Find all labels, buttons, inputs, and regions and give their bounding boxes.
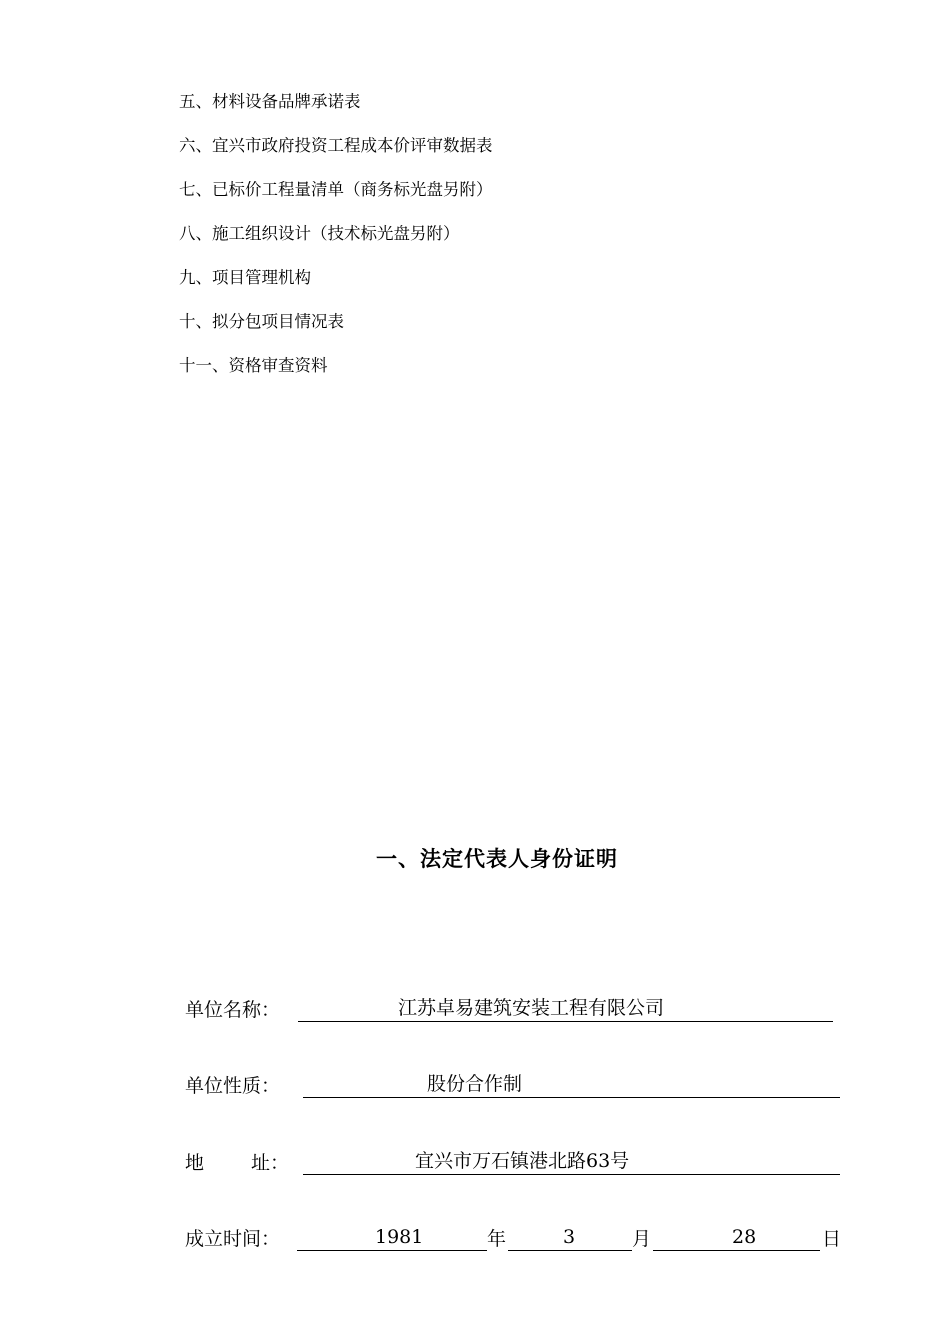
address-value: 宜兴市万石镇港北路63号	[415, 1150, 630, 1172]
toc-item: 九、项目管理机构	[179, 268, 311, 287]
founded-year-value: 1981	[375, 1226, 424, 1248]
toc-item: 五、材料设备品牌承诺表	[179, 92, 361, 111]
year-unit: 年	[487, 1228, 507, 1250]
address-label-second: 址：	[251, 1152, 290, 1174]
toc-item: 八、施工组织设计（技术标光盘另附）	[179, 224, 460, 243]
founded-day-value: 28	[732, 1226, 757, 1248]
toc-item: 六、宜兴市政府投资工程成本价评审数据表	[179, 136, 493, 155]
founded-month-value: 3	[563, 1226, 576, 1248]
founded-day-line	[653, 1224, 820, 1251]
unit-nature-value: 股份合作制	[427, 1073, 523, 1095]
toc-item: 十一、资格审查资料	[179, 356, 328, 375]
toc-item: 七、已标价工程量清单（商务标光盘另附）	[179, 180, 493, 199]
founded-label: 成立时间：	[185, 1228, 281, 1250]
unit-name-line	[298, 995, 833, 1022]
founded-year-line	[297, 1224, 487, 1251]
month-unit: 月	[632, 1228, 652, 1250]
toc-item: 十、拟分包项目情况表	[179, 312, 344, 331]
founded-month-line	[508, 1224, 632, 1251]
address-label-first: 地	[185, 1152, 205, 1174]
day-unit: 日	[822, 1228, 842, 1250]
unit-nature-label: 单位性质：	[185, 1075, 281, 1097]
unit-name-label: 单位名称：	[185, 999, 281, 1021]
table-of-contents	[179, 90, 493, 398]
section-title: 一、法定代表人身份证明	[376, 847, 618, 871]
address-line	[303, 1148, 840, 1175]
unit-nature-line	[303, 1071, 840, 1098]
unit-name-value: 江苏卓易建筑安装工程有限公司	[398, 997, 665, 1019]
